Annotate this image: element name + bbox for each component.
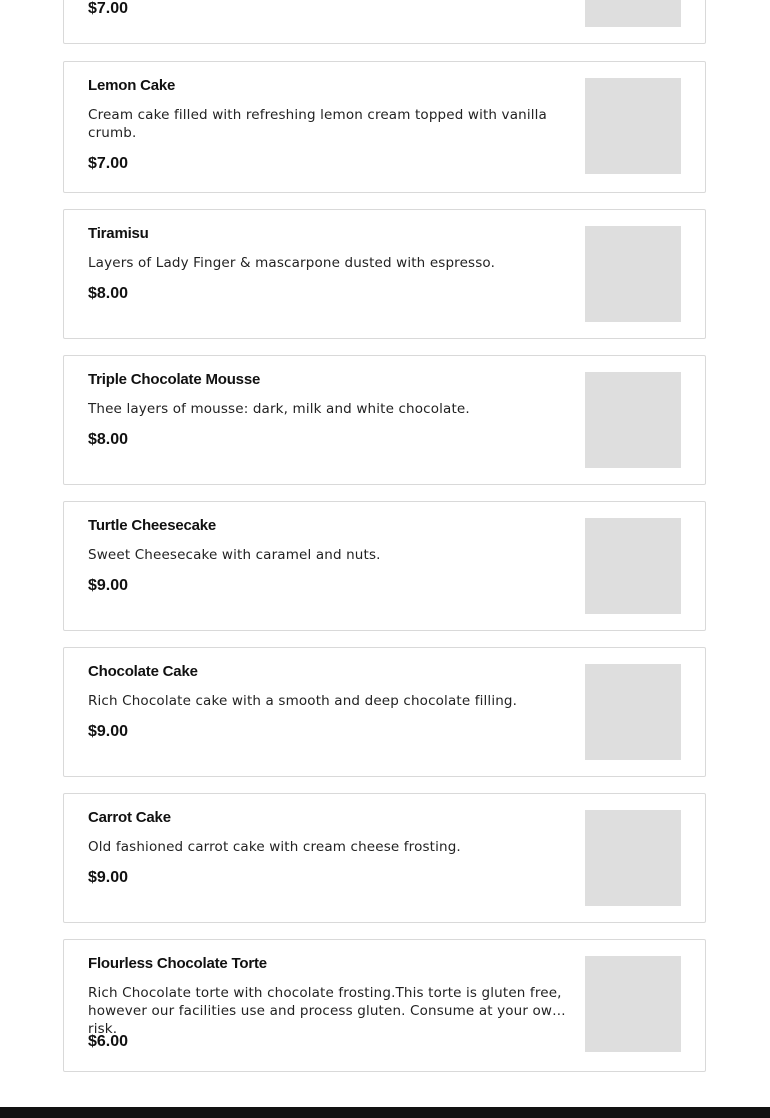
menu-item-image [585, 372, 681, 468]
menu-item-info [88, 76, 570, 174]
menu-item-description: Rich Chocolate torte with chocolate frosting.This torte is gluten free, however our facilities use and process gluten. Consume at your own risk. [88, 985, 562, 1037]
menu-item-card[interactable] [63, 209, 706, 339]
menu-item-card[interactable] [63, 939, 706, 1072]
menu-item-image [585, 226, 681, 322]
menu-item-name: Tiramisu [88, 225, 149, 242]
menu-item-name: Carrot Cake [88, 809, 171, 826]
menu-item-card[interactable] [63, 355, 706, 485]
menu-item-info [88, 662, 570, 742]
menu-item-image [585, 0, 681, 27]
menu-item-card[interactable] [63, 501, 706, 631]
menu-item-info [88, 954, 570, 1052]
menu-item-description: Rich Chocolate cake with a smooth and deep chocolate filling. [88, 693, 518, 709]
menu-item-price: $8.00 [88, 285, 129, 302]
menu-item-name: Turtle Cheesecake [88, 517, 217, 534]
menu-item-name: Triple Chocolate Mousse [88, 371, 261, 388]
menu-item-name: Lemon Cake [88, 77, 176, 94]
menu-item-info [88, 224, 570, 304]
menu-item-info [88, 370, 570, 450]
menu-item-price: $7.00 [88, 155, 129, 172]
menu-item-price: $9.00 [88, 723, 129, 740]
menu-item-price: $6.00 [88, 1033, 129, 1050]
menu-item-card[interactable] [63, 61, 706, 193]
menu-item-info [88, 808, 570, 888]
menu-item-image [585, 664, 681, 760]
menu-item-description: Thee layers of mousse: dark, milk and white chocolate. [88, 401, 470, 417]
menu-item-image [585, 78, 681, 174]
menu-item-description: Cream cake filled with refreshing lemon cream topped with vanilla crumb. [88, 107, 547, 141]
menu-item-card[interactable] [63, 0, 706, 44]
menu-item-image [585, 956, 681, 1052]
menu-item-price: $7.00 [88, 0, 129, 17]
menu-item-image [585, 810, 681, 906]
menu-item-name: Chocolate Cake [88, 663, 198, 680]
menu-item-description: Sweet Cheesecake with caramel and nuts. [88, 547, 381, 563]
menu-item-card[interactable] [63, 647, 706, 777]
menu-item-price: $9.00 [88, 869, 129, 886]
menu-item-image [585, 518, 681, 614]
menu-item-name: Flourless Chocolate Torte [88, 955, 267, 972]
menu-item-price: $8.00 [88, 431, 129, 448]
menu-item-card[interactable] [63, 793, 706, 923]
menu-item-description: Layers of Lady Finger & mascarpone dusted with espresso. [88, 255, 496, 271]
menu-item-description: Old fashioned carrot cake with cream cheese frosting. [88, 839, 461, 855]
footer-bar [0, 1107, 770, 1118]
menu-item-info [88, 516, 570, 596]
menu-item-price: $9.00 [88, 577, 129, 594]
